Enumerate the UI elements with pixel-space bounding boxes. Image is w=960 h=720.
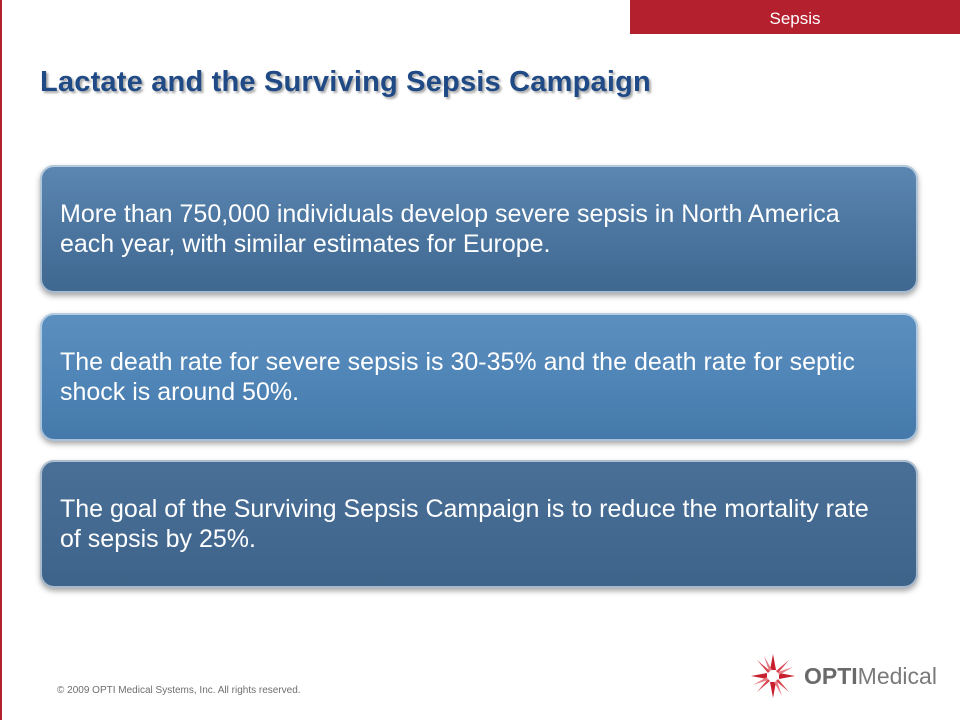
bullet-text-2: The death rate for severe sepsis is 30-35% and the death rate for septic shock is around 50%. [60, 348, 855, 406]
bullet-text-1: More than 750,000 individuals develop severe sepsis in North America each year, with similar estimates for Europe. [60, 200, 840, 258]
company-logo [748, 650, 948, 702]
bullet-box-3 [40, 460, 918, 588]
bullet-text-3: The goal of the Surviving Sepsis Campaign is to reduce the mortality rate of sepsis by 25%. [60, 495, 869, 553]
logo-wordmark-light: Medical [857, 662, 937, 689]
section-tab: Sepsis [630, 0, 960, 34]
copyright-notice: © 2009 OPTI Medical Systems, Inc. All rights reserved. [57, 685, 301, 696]
bullet-box-2 [40, 313, 918, 441]
left-accent-rule [0, 0, 2, 720]
logo-wordmark-bold: OPTI [804, 662, 858, 689]
bullet-box-1 [40, 165, 918, 293]
optimedical-starburst-icon [748, 651, 798, 701]
logo-wordmark [804, 663, 937, 690]
slide-title: Lactate and the Surviving Sepsis Campaign [40, 66, 651, 98]
